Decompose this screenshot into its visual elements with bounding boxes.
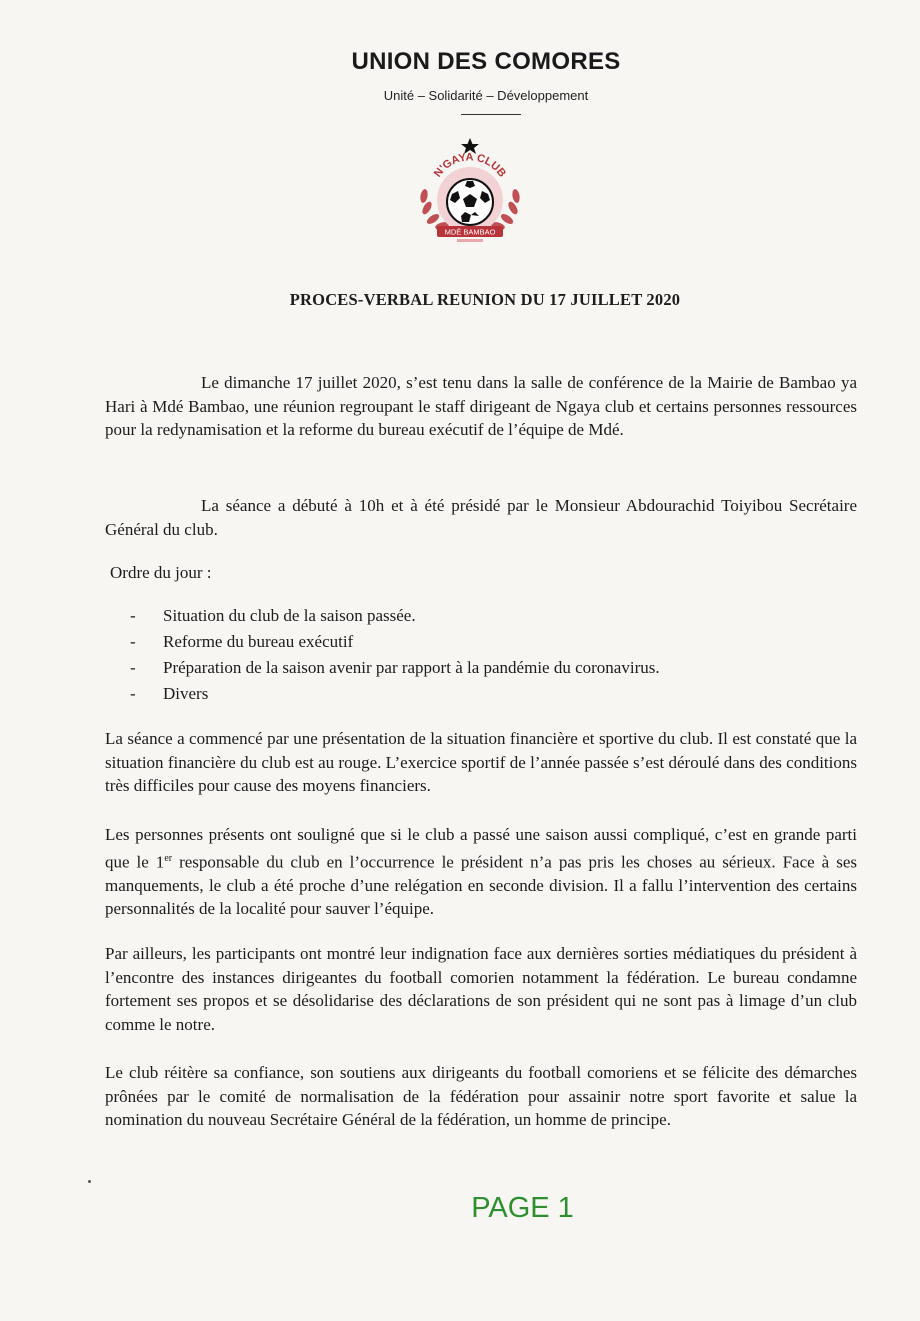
confidence-paragraph: Le club réitère sa confiance, son soutiens aux dirigeants du football comoriens et se félicite des démarches prônées par le comité de normalisation de la fédération pour assainir notre sport favorite et salue la nomination du nouveau Secrétaire Général de la fédération, un homme de principe.	[105, 1063, 857, 1129]
agenda-item-text: Reforme du bureau exécutif	[163, 632, 354, 651]
agenda-item-text: Divers	[163, 684, 209, 703]
agenda-label: Ordre du jour :	[110, 563, 212, 582]
agenda-list	[130, 603, 660, 707]
agenda-bullet: -	[130, 684, 136, 703]
agenda-item	[130, 655, 660, 681]
agenda-bullet: -	[130, 658, 136, 677]
soccer-ball-icon	[447, 179, 493, 225]
session-paragraph: La séance a débuté à 10h et à été présidé par le Monsieur Abdourachid Toiyibou Secrétaire Général du club.	[105, 496, 857, 539]
agenda-item	[130, 603, 660, 629]
scan-speck	[88, 1180, 91, 1183]
club-logo	[405, 136, 535, 251]
national-motto: Unité – Solidarité – Développement	[383, 88, 589, 103]
indignation-paragraph: Par ailleurs, les participants ont montré leur indignation face aux dernières sorties médiatiques du président à l’encontre des instances dirigeantes du football comorien notamment la fédération. Le bureau condamne fortement ses propos et se désolidarise des déclarations de son président qui ne sont pas à limage d’un club comme le notre.	[105, 944, 857, 1034]
header-divider	[461, 114, 521, 115]
intro-paragraph: Le dimanche 17 juillet 2020, s’est tenu dans la salle de conférence de la Mairie de Bambao ya Hari à Mdé Bambao, une réunion regroupant le staff dirigeant de Ngaya club et certains personnes ressources pour la redynamisation et la reforme du bureau exécutif de l’équipe de Mdé.	[105, 373, 857, 439]
logo-banner-text: MDÉ BAMBAO	[444, 227, 496, 237]
agenda-bullet: -	[130, 606, 136, 625]
ordinal-suffix: er	[164, 852, 173, 864]
financial-situation-paragraph: La séance a commencé par une présentation de la situation financière et sportive du club. Il est constaté que la situation financière du club est au rouge. L’exercice sportif de l’année passée s’est déroulé dans des conditions très difficiles pour cause des moyens financiers.	[105, 729, 857, 795]
agenda-item	[130, 629, 660, 655]
participants-text-end: responsable du club en l’occurrence le président n’a pas pris les choses au sérieux. Face à ses manquements, le club a été proche d’une relégation en seconde division. Il a fallu l’intervention des certains personnalités de la localité pour sauver l’équipe.	[105, 852, 857, 919]
country-heading: UNION DES COMORES	[351, 48, 621, 75]
agenda-item-text: Préparation de la saison avenir par rapport à la pandémie du coronavirus.	[163, 658, 660, 677]
participants-paragraph	[105, 823, 857, 921]
document-title: PROCES-VERBAL REUNION DU 17 JUILLET 2020	[289, 290, 681, 309]
agenda-item-text: Situation du club de la saison passée.	[163, 606, 416, 625]
agenda-bullet: -	[130, 632, 136, 651]
logo-club-name: N'GAYA CLUB	[431, 151, 509, 180]
page-number: PAGE 1	[471, 1192, 574, 1224]
agenda-item	[130, 681, 660, 707]
participants-text-start: Les personnes présents ont souligné que si le club a passé une saison aussi compliqué, c’est en grande parti que le 1	[105, 825, 857, 872]
